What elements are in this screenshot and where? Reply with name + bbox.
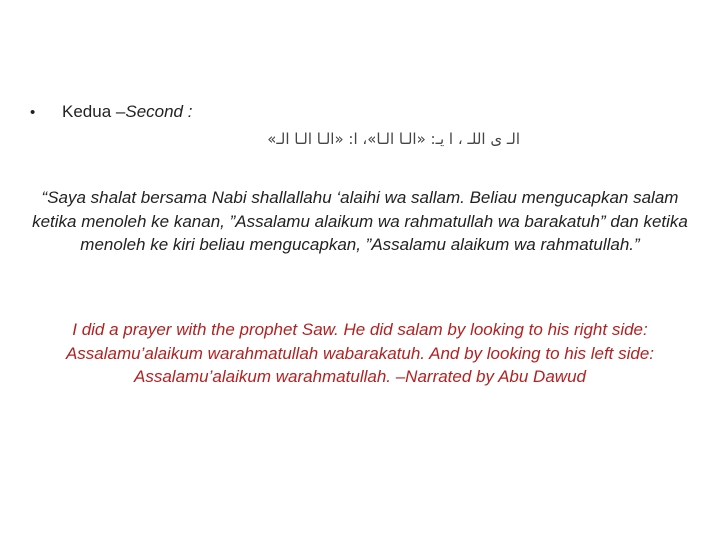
english-translation: I did a prayer with the prophet Saw. He did salam by looking to his right side: Assalamu’alaikum warahmatullah wabarakatuh. And by looking to his left side: Assalamu’alaikum warahmatullah. –Narrated by Abu Dawud (65, 320, 655, 386)
heading-dash: – (111, 102, 126, 121)
heading-label: Kedua (62, 102, 112, 121)
heading-second-label: Second : (125, 102, 193, 121)
indonesian-translation: “Saya shalat bersama Nabi shallallahu ‘alaihi wa sallam. Beliau mengucapkan salam ketika menoleh ke kanan, ”Assalamu alaikum wa rahmatullah wa barakatuh” dan ketika menoleh ke kiri beliau mengucapkan, ”Assalamu alaikum wa rahmatullah.” (32, 188, 688, 254)
section-heading (30, 101, 192, 124)
arabic-hadith-text: الـ ى اللـ ، ا يـ: «الـا الـا»، ا: «الـا الـا الـ» (267, 130, 520, 148)
bullet-icon: • (30, 104, 36, 121)
